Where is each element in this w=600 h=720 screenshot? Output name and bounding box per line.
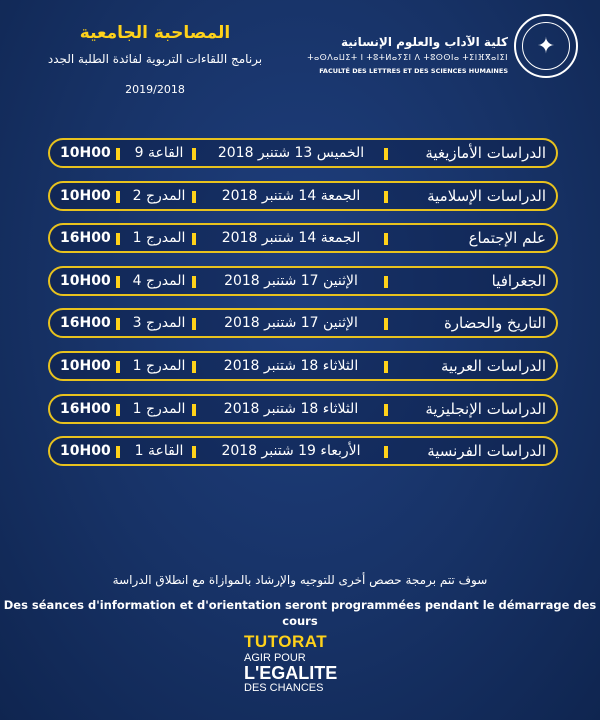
row-separator xyxy=(384,404,388,416)
row-room: القاعة 9 xyxy=(134,145,184,161)
row-date: الجمعة 14 شتنبر 2018 xyxy=(221,187,361,204)
row-separator xyxy=(192,233,196,245)
schedule-row xyxy=(48,308,558,338)
row-date: الإثنين 17 شتنبر 2018 xyxy=(224,272,358,289)
tutorat-title: TUTORAT xyxy=(244,632,328,651)
schedule-row xyxy=(48,351,558,381)
schedule-row xyxy=(48,138,558,168)
faculty-name-french: FACULTÉ DES LETTRES ET DES SCIENCES HUMAINES xyxy=(319,67,508,75)
row-separator xyxy=(192,318,196,330)
row-subject: الدراسات الأمازيغية xyxy=(425,144,546,162)
row-time: 10H00 xyxy=(60,272,111,289)
row-separator xyxy=(116,148,120,160)
row-date: الإثنين 17 شتنبر 2018 xyxy=(224,315,358,332)
tutorat-line-2: AGIR POUR xyxy=(244,652,306,664)
row-date: الثلاثاء 18 شتنبر 2018 xyxy=(223,357,359,374)
row-separator xyxy=(116,191,120,203)
row-separator xyxy=(192,191,196,203)
university-logo-icon xyxy=(514,14,578,78)
row-date: الجمعة 14 شتنبر 2018 xyxy=(221,230,361,247)
row-time: 16H00 xyxy=(60,315,111,332)
row-separator xyxy=(384,148,388,160)
schedule-row xyxy=(48,181,558,211)
schedule-row xyxy=(48,223,558,253)
row-separator xyxy=(116,318,120,330)
faculty-name-tifinagh: ⵜⴰⵙⴷⴰⵡⵉⵜ ⵏ ⵜⵓⵜⵍⴰⵢⵉⵏ ⴷ ⵜⵓⵙⵙⵏⴰ ⵜⵉⵏⴼⴳⴰⵏⵉⵏ xyxy=(307,53,508,62)
row-time: 16H00 xyxy=(60,230,111,247)
schedule-row xyxy=(48,266,558,296)
row-separator xyxy=(116,233,120,245)
row-separator xyxy=(192,148,196,160)
row-subject: الدراسات الفرنسية xyxy=(427,442,546,461)
row-room: المدرج 3 xyxy=(132,315,186,332)
row-separator xyxy=(116,446,120,458)
event-block xyxy=(30,22,280,98)
row-time: 10H00 xyxy=(60,145,111,161)
row-time: 10H00 xyxy=(60,443,111,460)
row-room: المدرج 1 xyxy=(132,400,186,417)
row-separator xyxy=(384,318,388,330)
row-separator xyxy=(116,276,120,288)
header xyxy=(0,0,600,140)
row-separator xyxy=(116,361,120,373)
row-subject: الدراسات الإنجليزية xyxy=(425,399,546,418)
faculty-name-arabic: كلية الآداب والعلوم الإنسانية xyxy=(341,35,508,49)
row-separator xyxy=(384,446,388,458)
row-time: 10H00 xyxy=(60,357,111,374)
event-subtitle: برنامج اللقاءات التربوية لفائدة الطلبة الجدد xyxy=(47,52,263,66)
row-subject: التاريخ والحضارة xyxy=(443,314,546,333)
row-date: الخميس 13 شتنبر 2018 xyxy=(217,145,365,161)
tutorat-line-4: DES CHANCES xyxy=(244,682,324,694)
row-room: المدرج 1 xyxy=(132,357,186,374)
row-subject: الدراسات العربية xyxy=(440,356,546,375)
row-separator xyxy=(116,404,120,416)
row-room: المدرج 1 xyxy=(132,230,186,247)
event-title: المصاحبة الجامعية xyxy=(79,23,231,43)
logo-emblem: ✦ xyxy=(522,22,570,70)
row-time: 10H00 xyxy=(60,187,111,204)
row-room: المدرج 4 xyxy=(132,272,186,289)
schedule-row xyxy=(48,436,558,466)
row-separator xyxy=(384,361,388,373)
row-subject: علم الإجتماع xyxy=(468,229,546,248)
row-time: 16H00 xyxy=(60,400,111,417)
row-separator xyxy=(384,276,388,288)
schedule-list xyxy=(48,138,558,479)
row-subject: الجغرافيا xyxy=(491,271,546,290)
row-separator xyxy=(384,191,388,203)
row-subject: الدراسات الإسلامية xyxy=(427,186,546,205)
row-separator xyxy=(192,446,196,458)
row-separator xyxy=(384,233,388,245)
tutorat-line-3: L'EGALITE xyxy=(244,663,338,683)
row-date: الأربعاء 19 شتنبر 2018 xyxy=(221,443,361,460)
row-separator xyxy=(192,276,196,288)
schedule-row xyxy=(48,394,558,424)
row-separator xyxy=(192,404,196,416)
tutorat-logo xyxy=(244,633,384,694)
row-room: المدرج 2 xyxy=(132,187,186,204)
row-date: الثلاثاء 18 شتنبر 2018 xyxy=(223,400,359,417)
note-french: Des séances d'information et d'orientation seront programmées pendant le démarrage des cours xyxy=(3,598,597,628)
note-arabic: سوف تتم برمجة حصص أخرى للتوجيه والإرشاد بالموازاة مع انطلاق الدراسة xyxy=(112,573,488,587)
row-room: القاعة 1 xyxy=(134,443,184,460)
academic-year: 2019/2018 xyxy=(125,83,185,96)
faculty-name xyxy=(288,34,508,76)
row-separator xyxy=(192,361,196,373)
